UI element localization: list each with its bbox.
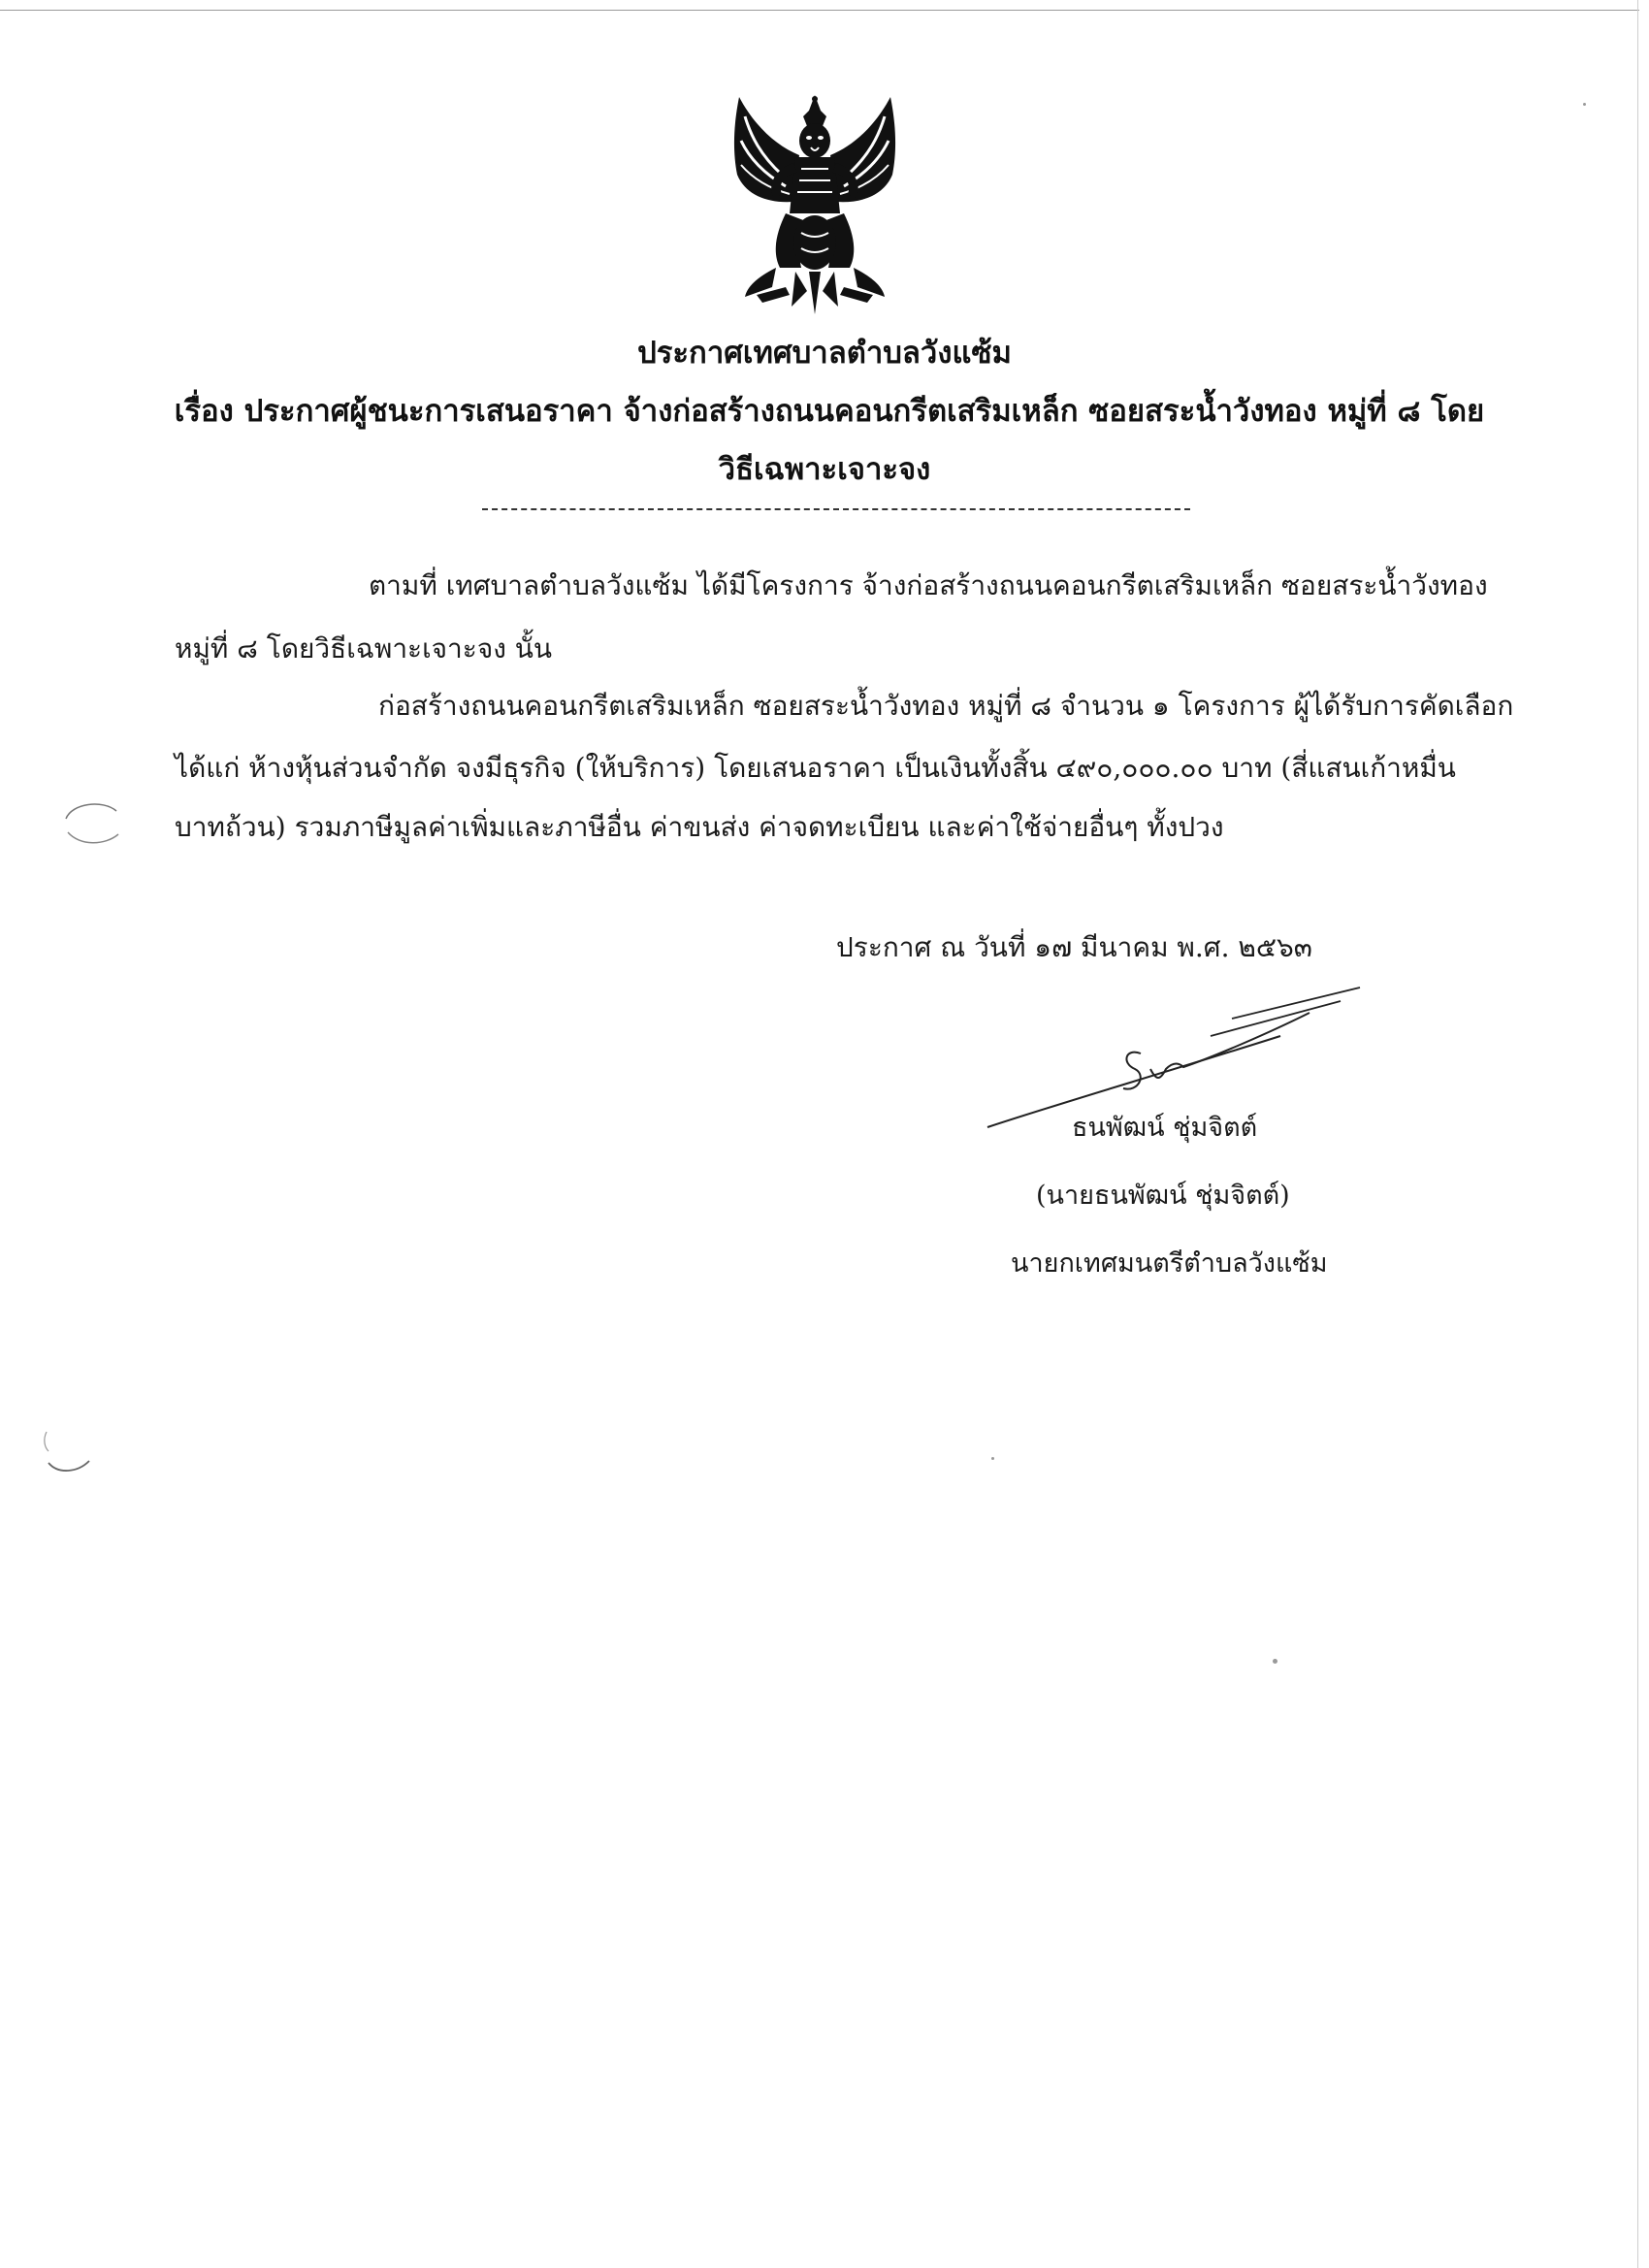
body-paragraph-2-line-3: บาทถ้วน) รวมภาษีมูลค่าเพิ่มและภาษีอื่น ค่าขนส่ง ค่าจดทะเบียน และค่าใช้จ่ายอื่นๆ ทั้งปวง: [175, 811, 1224, 843]
garuda-emblem-icon: [718, 87, 912, 320]
dashed-separator: [482, 508, 1190, 510]
punch-hole-mark: [39, 1426, 107, 1484]
body-paragraph-1-line-1: ตามที่ เทศบาลตำบลวังแซ้ม ได้มีโครงการ จ้างก่อสร้างถนนคอนกรีตเสริมเหล็ก ซอยสระน้ำวังทอง: [369, 569, 1488, 601]
scan-speck: [1583, 103, 1586, 106]
scan-speck: [991, 1457, 994, 1460]
signatory-position: นายกเทศมนตรีตำบลวังแซ้ม: [1011, 1248, 1328, 1279]
document-heading: ประกาศเทศบาลตำบลวังแซ้ม: [637, 336, 1012, 371]
signatory-full-name: (นายธนพัฒน์ ชุ่มจิตต์): [1036, 1181, 1290, 1211]
scan-top-edge: [0, 10, 1639, 11]
body-paragraph-2-line-1: ก่อสร้างถนนคอนกรีตเสริมเหล็ก ซอยสระน้ำวังทอง หมู่ที่ ๘ จำนวน ๑ โครงการ ผู้ได้รับการคัดเลือก: [378, 690, 1514, 722]
signatory-name: ธนพัฒน์ ชุ่มจิตต์: [1072, 1113, 1258, 1143]
subject-line-1: เรื่อง ประกาศผู้ชนะการเสนอราคา จ้างก่อสร้างถนนคอนกรีตเสริมเหล็ก ซอยสระน้ำวังทอง หมู่ที่ ๘ โดย: [174, 394, 1485, 429]
scan-speck: [1273, 1659, 1277, 1664]
body-paragraph-2-line-2: ได้แก่ ห้างหุ้นส่วนจำกัด จงมีธุรกิจ (ให้บริการ) โดยเสนอราคา เป็นเงินทั้งสิ้น ๔๙๐,๐๐๐.๐๐ บาท (สี่แสนเก้าหมื่น: [175, 752, 1456, 784]
body-paragraph-1-line-2: หมู่ที่ ๘ โดยวิธีเฉพาะเจาะจง นั้น: [175, 632, 553, 664]
subject-line-2: วิธีเฉพาะเจาะจง: [718, 452, 931, 487]
announcement-date: ประกาศ ณ วันที่ ๑๗ มีนาคม พ.ศ. ๒๕๖๓: [836, 931, 1312, 963]
punch-hole-mark: [58, 794, 126, 852]
